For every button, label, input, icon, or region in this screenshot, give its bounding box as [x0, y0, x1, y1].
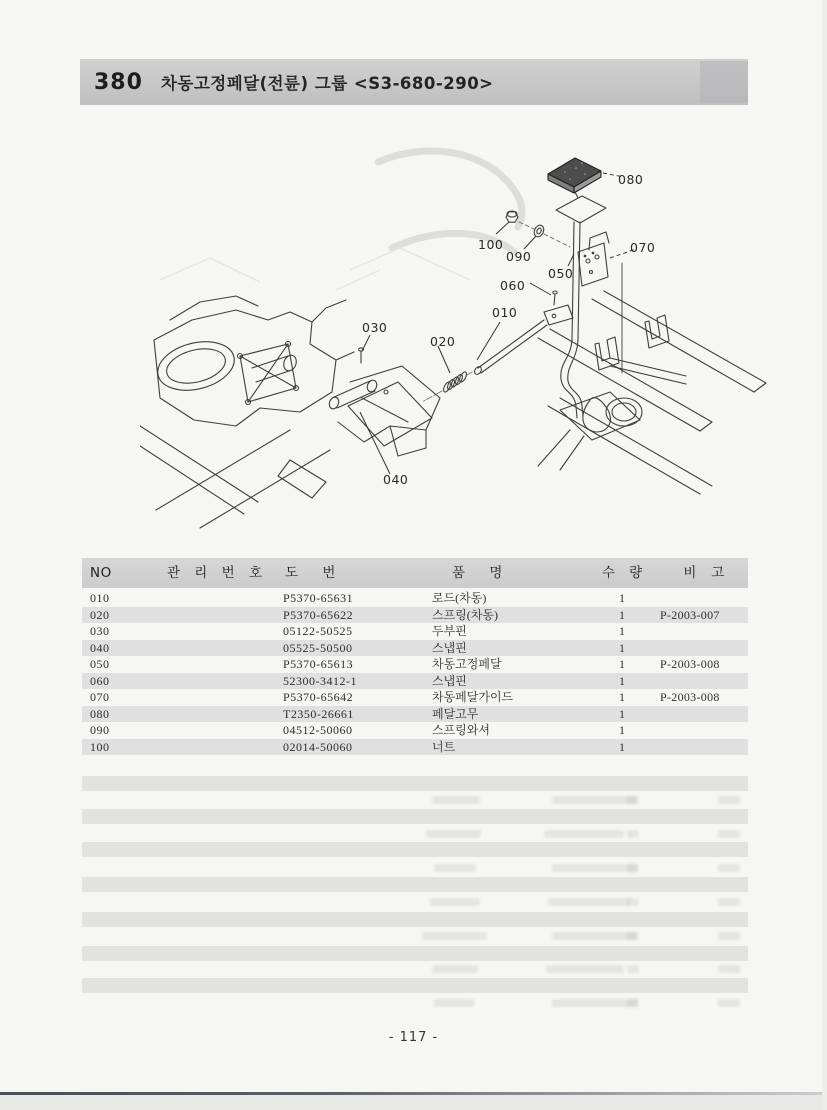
spring-020 [442, 371, 468, 393]
cell-drawing-number: 02014-50060 [283, 739, 353, 754]
cell-drawing-number: 04512-50060 [283, 723, 353, 737]
page-number: - 117 - [388, 1030, 439, 1045]
cell-no: 050 [90, 657, 110, 671]
table-header-row [82, 558, 748, 588]
cell-quantity: 1 [619, 640, 625, 655]
cell-mgmt [157, 739, 277, 756]
col-header-mgmt: 관 리 번 호 [166, 565, 268, 581]
bleedthrough-text-ghost [82, 828, 748, 840]
housing-assembly [140, 296, 440, 528]
section-title: 차동고정페달(전륜) 그룹 <S3-680-290> [160, 74, 494, 93]
cell-quantity: 1 [619, 706, 625, 721]
pedal-pad-080 [548, 158, 601, 193]
cell-mgmt [157, 640, 277, 657]
table-row [82, 739, 748, 756]
guide-bracket-070 [578, 232, 609, 286]
cell-mgmt [157, 656, 277, 673]
cell-mgmt [157, 607, 277, 624]
col-header-rem: 비 고 [683, 565, 725, 581]
cell-no: 010 [90, 591, 110, 605]
cell-quantity: 1 [619, 624, 625, 638]
cell-part-name: 차동고정페달 [432, 657, 502, 671]
scan-edge-area [0, 1095, 827, 1110]
cell-part-name: 로드(차동) [432, 591, 487, 605]
bleedthrough-text-ghost [82, 963, 748, 975]
callout-label-060: 060 [500, 278, 526, 293]
cell-part-name: 스프링와셔 [432, 723, 490, 737]
cell-part-name: 페달고무 [432, 706, 479, 721]
cell-mgmt [157, 673, 277, 690]
col-header-dwg: 도 번 [285, 565, 337, 581]
cell-quantity: 1 [619, 723, 625, 737]
pin-060 [553, 291, 557, 305]
cell-remark [657, 722, 748, 739]
col-header-qty: 수 량 [601, 565, 643, 581]
cell-no: 080 [90, 706, 110, 721]
bleedthrough-stripe [82, 912, 748, 927]
cell-drawing-number: 05122-50525 [283, 624, 353, 638]
assembly-axis [519, 222, 570, 247]
rod-010 [473, 305, 573, 376]
washer-090 [532, 224, 545, 239]
callout-label-040: 040 [383, 472, 409, 487]
cell-part-name: 너트 [432, 739, 456, 754]
bleedthrough-text-ghost [82, 896, 748, 908]
table-row [82, 673, 748, 690]
ghost-lines-2 [160, 248, 470, 290]
section-number: 380 [94, 69, 143, 95]
cell-part-name: 차동페달가이드 [432, 690, 514, 704]
cell-drawing-number: T2350-26661 [283, 706, 354, 721]
callout-label-100: 100 [478, 237, 504, 252]
table-row [82, 640, 748, 657]
bleedthrough-stripe [82, 877, 748, 892]
cell-remark [657, 590, 748, 607]
callout-label-050: 050 [548, 266, 574, 281]
nut-100 [506, 211, 518, 222]
bleedthrough-text-ghost [82, 997, 748, 1009]
cell-part-name: 스냅핀 [432, 673, 467, 688]
table-row [82, 607, 748, 624]
bleedthrough-text-ghost [82, 930, 748, 942]
bleedthrough-stripe [82, 809, 748, 824]
cell-no: 060 [90, 673, 110, 688]
callout-label-090: 090 [506, 249, 532, 264]
callout-label-010: 010 [492, 305, 518, 320]
cell-mgmt [157, 706, 277, 723]
table-row [82, 689, 748, 706]
cell-no: 100 [90, 739, 110, 754]
cell-mgmt [157, 722, 277, 739]
pivot-bracket-040 [328, 379, 432, 446]
bleedthrough-stripe [82, 978, 748, 993]
table-row [82, 656, 748, 673]
cell-drawing-number: P5370-65631 [283, 591, 354, 605]
cell-drawing-number: P5370-65613 [283, 657, 354, 671]
cell-no: 070 [90, 690, 110, 704]
table-row [82, 590, 748, 607]
cell-quantity: 1 [619, 690, 625, 704]
bleedthrough-text-ghost [82, 862, 748, 874]
col-header-no: NO [90, 565, 112, 581]
table-row [82, 706, 748, 723]
bleedthrough-text-ghost [82, 794, 748, 806]
cell-drawing-number: 52300-3412-1 [283, 673, 357, 688]
callout-label-020: 020 [430, 334, 456, 349]
cell-remark [657, 640, 748, 657]
bleedthrough-stripe [82, 776, 748, 791]
cell-remark: P-2003-008 [660, 690, 720, 704]
cell-mgmt [157, 623, 277, 640]
cell-quantity: 1 [619, 607, 625, 622]
cell-drawing-number: P5370-65622 [283, 607, 354, 622]
cell-quantity: 1 [619, 739, 625, 754]
section-header-bar [80, 59, 748, 105]
bleedthrough-stripe [82, 842, 748, 857]
cell-quantity: 1 [619, 591, 625, 605]
callout-label-070: 070 [630, 240, 656, 255]
cell-drawing-number: 05525-50500 [283, 640, 353, 655]
col-header-name: 품 명 [452, 565, 504, 581]
cell-quantity: 1 [619, 673, 625, 688]
bleedthrough-stripe [82, 946, 748, 961]
callout-leaders [360, 173, 636, 474]
cell-remark [657, 739, 748, 756]
table-row [82, 623, 748, 640]
cell-no: 040 [90, 640, 110, 655]
table-row [82, 722, 748, 739]
cell-no: 030 [90, 624, 110, 638]
cell-quantity: 1 [619, 657, 625, 671]
scan-edge-right [822, 0, 827, 1110]
cell-part-name: 스프링(차동) [432, 607, 498, 622]
cell-mgmt [157, 590, 277, 607]
cell-part-name: 두부핀 [432, 624, 467, 638]
callout-label-080: 080 [618, 172, 644, 187]
cell-no: 020 [90, 607, 110, 622]
parts-table [82, 558, 748, 755]
callout-label-030: 030 [362, 320, 388, 335]
cell-remark [657, 673, 748, 690]
parts-diagram [140, 130, 770, 560]
cell-remark: P-2003-007 [660, 607, 720, 622]
cell-no: 090 [90, 723, 110, 737]
cell-part-name: 스냅핀 [432, 640, 467, 655]
cell-mgmt [157, 689, 277, 706]
cell-remark: P-2003-008 [660, 657, 720, 671]
cell-remark [657, 706, 748, 723]
cell-remark [657, 623, 748, 640]
cell-drawing-number: P5370-65642 [283, 690, 354, 704]
